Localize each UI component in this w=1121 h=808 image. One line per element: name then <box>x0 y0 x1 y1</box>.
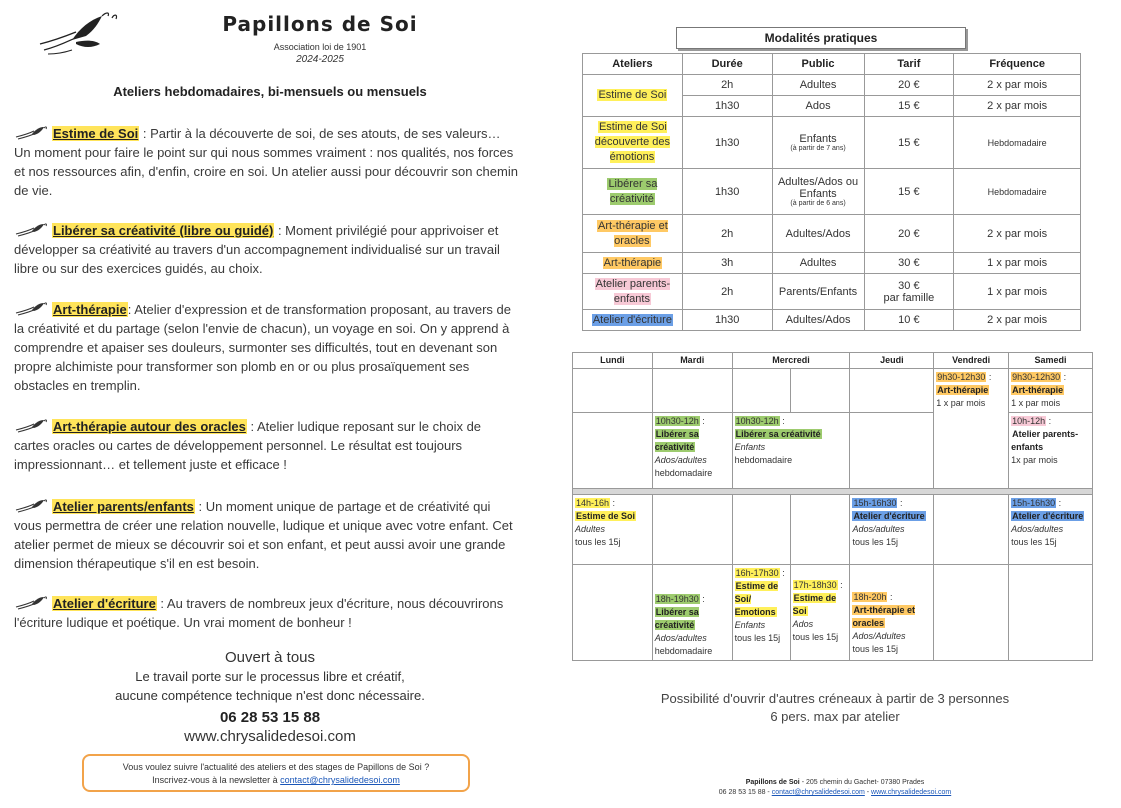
atelier-parents-enfants <box>14 497 520 573</box>
public-cell: Ados <box>772 96 864 117</box>
atelier-ecriture <box>14 594 520 632</box>
public-cell: Adultes <box>772 75 864 96</box>
slot-time: 16h-17h30 <box>735 568 779 578</box>
newsletter-email-link[interactable]: contact@chrysalidedesoi.com <box>280 775 400 785</box>
extra-slots-note <box>620 690 1050 726</box>
extra-slots-line-2: 6 pers. max par atelier <box>770 709 900 724</box>
public-cell: Adultes/Ados <box>772 310 864 331</box>
open-to-all-block <box>90 648 450 746</box>
schedule-slot: 10h-12h : Atelier parents-enfants 1x par mois <box>1009 413 1093 489</box>
schedule-slot: 10h30-12h : Libérer sa créativité Ados/adultes hebdomadaire <box>652 413 732 489</box>
butterfly-bullet-icon <box>14 419 48 433</box>
tarif-cell: 15 € <box>864 117 954 169</box>
slot-activity: Atelier d'écriture <box>1012 511 1084 521</box>
header-public: Public <box>772 54 864 75</box>
duree-cell: 3h <box>682 253 772 274</box>
header-frequence: Fréquence <box>954 54 1081 75</box>
slot-activity: Estime de Soi <box>576 511 636 521</box>
table-row <box>583 215 1081 253</box>
weekly-schedule <box>572 352 1093 661</box>
slot-time: 10h-12h <box>1012 416 1046 426</box>
footer-phone: 06 28 53 15 88 - <box>718 789 772 796</box>
public-cell: Parents/Enfants <box>772 274 864 310</box>
schedule-slot: 15h-16h30 : Atelier d'écriture Ados/adultes tous les 15j <box>850 495 934 565</box>
slot-public: Enfants <box>734 620 766 630</box>
freq-cell: 2 x par mois <box>954 310 1081 331</box>
atelier-name: Libérer sa créativité (libre ou guidé) <box>53 223 274 238</box>
atelier-description: : Atelier d'expression et de transformation proposant, au travers de la créativité et du partage (selon l'envie de chacun), un voyage en soi. On y apprend à comprendre et apaiser ses douleurs, surmonter ses difficultés, tout en devenant son propre alchimiste pour transformer son plomb en or ou plus prosaïquement ses obstacles en tremplin. <box>14 302 511 393</box>
newsletter-line-1: Vous voulez suivre l'actualité des ateliers et des stages de Papillons de Soi ? <box>122 762 430 772</box>
slot-activity: Art-thérapie et oracles <box>852 605 915 628</box>
slot-frequency: tous les 15j <box>1011 537 1057 547</box>
tarif-cell: 10 € <box>864 310 954 331</box>
slot-time: 15h-16h30 <box>1012 498 1056 508</box>
slot-activity: Atelier d'écriture <box>853 511 925 521</box>
public-cell: Adultes/Ados <box>772 215 864 253</box>
atelier-estime <box>14 124 520 200</box>
slot-activity: Libérer sa créativité <box>735 429 821 439</box>
header-tarif: Tarif <box>864 54 954 75</box>
public-value: Enfants <box>799 133 837 145</box>
atelier-cell: Art-thérapie et oracles <box>598 219 668 247</box>
schedule-row <box>573 565 1093 661</box>
slot-activity: Libérer sa créativité <box>654 607 699 630</box>
duree-cell: 1h30 <box>682 96 772 117</box>
slot-frequency: 1x par mois <box>1011 455 1058 465</box>
slot-activity: Estime de Soi/ Emotions <box>734 581 779 617</box>
slot-time: 18h-19h30 <box>655 594 699 604</box>
table-row <box>583 169 1081 215</box>
atelier-cell: Atelier parents-enfants <box>595 277 671 305</box>
table-row <box>583 117 1081 169</box>
public-cell <box>772 169 864 215</box>
footer-name: Papillons de Soi <box>745 779 800 786</box>
season-year: 2024-2025 <box>296 54 344 65</box>
atelier-description: : Au travers de nombreux jeux d'écriture, nous découvrirons l'écriture ludique et poétique. Un vrai moment de bonheur ! <box>14 596 504 630</box>
footer-separator: - <box>864 789 872 796</box>
atelier-cell: Estime de Soi <box>598 89 667 101</box>
header-duree: Durée <box>682 54 772 75</box>
slot-time: 18h-20h <box>853 592 887 602</box>
slot-frequency: 1 x par mois <box>936 398 986 408</box>
slot-public: Enfants <box>734 442 766 452</box>
slot-public: Ados/adultes <box>654 633 707 643</box>
phone-number: 06 28 53 15 88 <box>219 709 321 726</box>
atelier-oracles <box>14 417 520 474</box>
open-line-1: Le travail porte sur le processus libre et créatif, <box>135 669 405 684</box>
atelier-name: Art-thérapie <box>53 302 127 317</box>
tarif-cell: 20 € <box>864 215 954 253</box>
slot-time: 9h30-12h30 <box>1012 372 1061 382</box>
atelier-description: : Partir à la découverte de soi, de ses atouts, de ses valeurs… Un moment pour faire le point sur qui nous sommes vraiment : nos qualités, nos forces et nos ressources afin, d'enfin, croire en soi. Un atelier aussi pour découvrir son chemin de vie. <box>14 126 518 198</box>
footer-email-link[interactable]: contact@chrysalidedesoi.com <box>771 789 865 796</box>
schedule-row <box>573 495 1093 565</box>
extra-slots-line-1: Possibilité d'ouvrir d'autres créneaux à partir de 3 personnes <box>660 691 1010 706</box>
duree-cell: 2h <box>682 274 772 310</box>
butterfly-icon <box>36 10 128 60</box>
public-value: Adultes/Ados ou Enfants <box>777 176 859 200</box>
footer-address-line <box>650 778 1020 788</box>
table-row <box>583 310 1081 331</box>
freq-cell: 2 x par mois <box>954 96 1081 117</box>
newsletter-line-2 <box>84 774 468 787</box>
day-header: Jeudi <box>850 353 934 369</box>
duree-cell: 2h <box>682 75 772 96</box>
slot-activity: Art-thérapie <box>937 385 989 395</box>
duree-cell: 1h30 <box>682 117 772 169</box>
slot-frequency: hebdomadaire <box>654 646 713 656</box>
duree-cell: 1h30 <box>682 169 772 215</box>
public-note: (à partir de 7 ans) <box>790 145 846 152</box>
slot-time: 9h30-12h30 <box>937 372 986 382</box>
schedule-row <box>573 369 1093 413</box>
day-header: Mardi <box>652 353 732 369</box>
slot-time: 17h-18h30 <box>793 580 837 590</box>
tarif-cell: 30 € <box>864 253 954 274</box>
tarif-cell: 20 € <box>864 75 954 96</box>
butterfly-bullet-icon <box>14 223 48 237</box>
website-link[interactable]: www.chrysalidedesoi.com <box>184 728 356 745</box>
freq-cell: 2 x par mois <box>954 75 1081 96</box>
butterfly-bullet-icon <box>14 596 48 610</box>
slot-time: 10h30-12h <box>655 416 699 426</box>
tarif-value: 30 € <box>898 279 920 292</box>
day-header: Samedi <box>1009 353 1093 369</box>
atelier-name: Atelier d'écriture <box>53 596 156 611</box>
slot-frequency: tous les 15j <box>852 644 898 654</box>
atelier-liberer <box>14 221 520 278</box>
slot-activity: Estime de Soi <box>792 593 837 616</box>
table-row <box>583 253 1081 274</box>
schedule-slot: 16h-17h30 : Estime de Soi/ Emotions Enfants tous les 15j <box>732 565 790 661</box>
tarif-note: par famille <box>883 291 935 304</box>
freq-cell: Hebdomadaire <box>954 169 1081 215</box>
butterfly-bullet-icon <box>14 126 48 140</box>
day-header: Mercredi <box>732 353 850 369</box>
atelier-cell: Art-thérapie <box>603 256 662 269</box>
slot-public: Ados/adultes <box>654 455 707 465</box>
slot-time: 14h-16h <box>576 498 610 508</box>
atelier-cell: Libérer sa créativité <box>608 177 658 205</box>
atelier-name: Estime de Soi <box>53 126 139 141</box>
page-title: Papillons de Soi <box>222 12 418 36</box>
atelier-cell: Estime de Soi découverte des émotions <box>594 121 671 163</box>
table-row <box>583 274 1081 310</box>
slot-public: Adultes <box>575 524 606 534</box>
schedule-slot: 15h-16h30 : Atelier d'écriture Ados/adultes tous les 15j <box>1009 495 1093 565</box>
footer-address: - 205 chemin du Gachet- 07380 Prades <box>799 779 925 786</box>
public-cell: Adultes <box>772 253 864 274</box>
atelier-description: : Atelier ludique reposant sur le choix de cartes oracles ou cartes de développement personnel. Le résultat est toujours impressionnant… et tellement juste et efficace ! <box>14 419 482 472</box>
schedule-slot: 9h30-12h30 : Art-thérapie 1 x par mois <box>1009 369 1093 413</box>
schedule-slot: 9h30-12h30 : Art-thérapie 1 x par mois <box>934 369 1009 489</box>
slot-frequency: tous les 15j <box>734 633 781 643</box>
modalites-table <box>582 53 1081 331</box>
schedule-slot: 17h-18h30 : Estime de Soi Ados tous les 15j <box>790 565 850 661</box>
slot-time: 15h-16h30 <box>853 498 897 508</box>
slot-frequency: hebdomadaire <box>734 455 793 465</box>
schedule-slot: 14h-16h : Estime de Soi Adultes tous les 15j <box>573 495 653 565</box>
modalites-title: Modalités pratiques <box>676 27 966 49</box>
schedule-slot: 18h-19h30 : Libérer sa créativité Ados/adultes hebdomadaire <box>652 565 732 661</box>
newsletter-prefix: Inscrivez-vous à la newsletter à <box>152 775 281 785</box>
slot-public: Ados/Adultes <box>852 631 906 641</box>
duree-cell: 2h <box>682 215 772 253</box>
open-headline: Ouvert à tous <box>224 649 316 666</box>
freq-cell: 1 x par mois <box>954 253 1081 274</box>
atelier-name: Atelier parents/enfants <box>53 499 194 514</box>
header-ateliers: Ateliers <box>583 54 683 75</box>
public-cell <box>772 117 864 169</box>
tarif-cell: 15 € <box>864 96 954 117</box>
slot-public: Ados/adultes <box>1011 524 1064 534</box>
atelier-name: Art-thérapie autour des oracles <box>53 419 246 434</box>
association-status: Association loi de 1901 <box>273 42 367 52</box>
day-header: Vendredi <box>934 353 1009 369</box>
section-subtitle: Ateliers hebdomadaires, bi-mensuels ou mensuels <box>113 84 427 99</box>
atelier-art-therapie <box>14 300 520 395</box>
slot-public: Ados/adultes <box>852 524 905 534</box>
atelier-description: : Moment privilégié pour apprivoiser et développer sa créativité au travers d'un accompagnement individualisé sur un travail libre ou sur des exercices guidés, au choix. <box>14 223 500 276</box>
duree-cell: 1h30 <box>682 310 772 331</box>
footer-site-link[interactable]: www.chrysalidedesoi.com <box>871 789 952 796</box>
atelier-cell: Atelier d'écriture <box>592 313 672 326</box>
tarif-cell: 15 € <box>864 169 954 215</box>
footer <box>650 778 1020 798</box>
newsletter-box <box>82 754 470 792</box>
day-header: Lundi <box>573 353 653 369</box>
slot-frequency: tous les 15j <box>792 632 839 642</box>
slot-frequency: tous les 15j <box>575 537 621 547</box>
atelier-description: : Un moment unique de partage et de créativité qui vous permettra de créer une relation nouvelle, ludique et unique avec votre enfant. Cet atelier permet de mieux se découvrir soi et son enfant, et peut aussi avoir une grande dimension thérapeutique s'il en est besoin. <box>14 499 513 571</box>
slot-frequency: hebdomadaire <box>654 468 713 478</box>
slot-time: 10h30-12h <box>735 416 779 426</box>
public-note: (à partir de 6 ans) <box>790 200 846 207</box>
slot-activity: Atelier parents-enfants <box>1011 429 1079 452</box>
header-block <box>200 12 440 65</box>
tarif-cell <box>864 274 954 310</box>
butterfly-bullet-icon <box>14 499 48 513</box>
table-row <box>583 75 1081 96</box>
butterfly-bullet-icon <box>14 302 48 316</box>
schedule-slot: 10h30-12h : Libérer sa créativité Enfants hebdomadaire <box>732 413 850 489</box>
slot-frequency: 1 x par mois <box>1011 398 1061 408</box>
slot-activity: Libérer sa créativité <box>654 429 699 452</box>
slot-public: Ados <box>792 619 814 629</box>
freq-cell: Hebdomadaire <box>954 117 1081 169</box>
slot-activity: Art-thérapie <box>1012 385 1064 395</box>
schedule-header-row <box>573 353 1093 369</box>
table-header-row <box>583 54 1081 75</box>
schedule-row <box>573 413 1093 489</box>
open-line-2: aucune compétence technique n'est donc nécessaire. <box>115 688 425 703</box>
freq-cell: 2 x par mois <box>954 215 1081 253</box>
footer-contact-line <box>650 788 1020 798</box>
slot-frequency: tous les 15j <box>852 537 898 547</box>
freq-cell: 1 x par mois <box>954 274 1081 310</box>
schedule-slot: 18h-20h : Art-thérapie et oracles Ados/Adultes tous les 15j <box>850 565 934 661</box>
